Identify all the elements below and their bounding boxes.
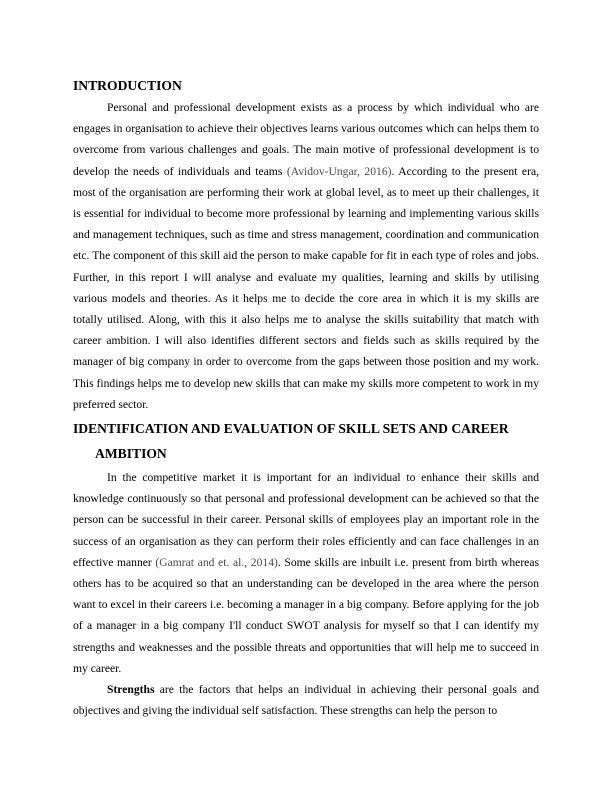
- strengths-paragraph: [73, 679, 539, 721]
- strengths-text: are the factors that helps an individual in achieving their personal goals and objectives and giving the individual self satisfaction. These strengths can help the person to: [73, 683, 539, 718]
- document-body: [73, 75, 539, 721]
- skill-sets-heading-line-1: IDENTIFICATION AND EVALUATION OF SKILL SETS AND CAREER: [73, 421, 509, 437]
- intro-text-part-1: Personal and professional development exists as a process by which individual who are engages in organisation to achieve their objectives learns various outcomes which can helps them to overcome from various challenges and goals. The main motive of professional development is to develop the needs of individuals and teams: [73, 101, 539, 178]
- introduction-paragraph: [73, 97, 539, 415]
- skill-text-part-1: In the competitive market it is important for an individual to enhance their skills and knowledge continuously so that personal and professional development can be achieved so that the person can be successful in their career. Personal skills of employees play an important role in the success of an organisation as they can perform their roles efficiently and can face challenges in an effective manner: [73, 471, 539, 569]
- strengths-term: Strengths: [107, 683, 155, 697]
- introduction-heading: INTRODUCTION: [73, 78, 182, 93]
- intro-text-part-2: . According to the present era, most of the organisation are performing their work at global level, as to meet up their challenges, it is essential for individual to become more professional by learning and implementing various skills and management techniques, such as time and stress management, coordination and communication etc. The component of this skill aid the person to make capable for fit in each type of roles and jobs. Further, in this report I will analyse and evaluate my qualities, learning and skills by utilising various models and theories. As it helps me to decide the core area in which it is my skills are totally utilised. Along, with this it also helps me to analyse the skills suitability that match with career ambition. I will also identifies different sectors and fields such as skills required by the manager of big company in order to overcome from the gaps between those position and my work. This findings helps me to develop new skills that can make my skills more competent to work in my preferred sector.: [73, 164, 539, 411]
- citation-avidov-ungar: (Avidov-Ungar, 2016): [286, 164, 392, 178]
- skill-sets-heading: [73, 416, 539, 466]
- skill-sets-heading-line-2: AMBITION: [95, 446, 167, 462]
- skill-sets-paragraph: [73, 467, 539, 679]
- citation-gamrat: (Gamrat and et. al., 2014): [155, 555, 278, 569]
- skill-text-part-2: . Some skills are inbuilt i.e. present from birth whereas others has to be acquired so that an understanding can be developed in the area where the person want to excel in their careers i.e. becoming a manager in a big company. Before applying for the job of a manager in a big company I'll conduct SWOT analysis for myself so that I can identify my strengths and weaknesses and the possible threats and opportunities that will help me to succeed in my career.: [73, 555, 539, 675]
